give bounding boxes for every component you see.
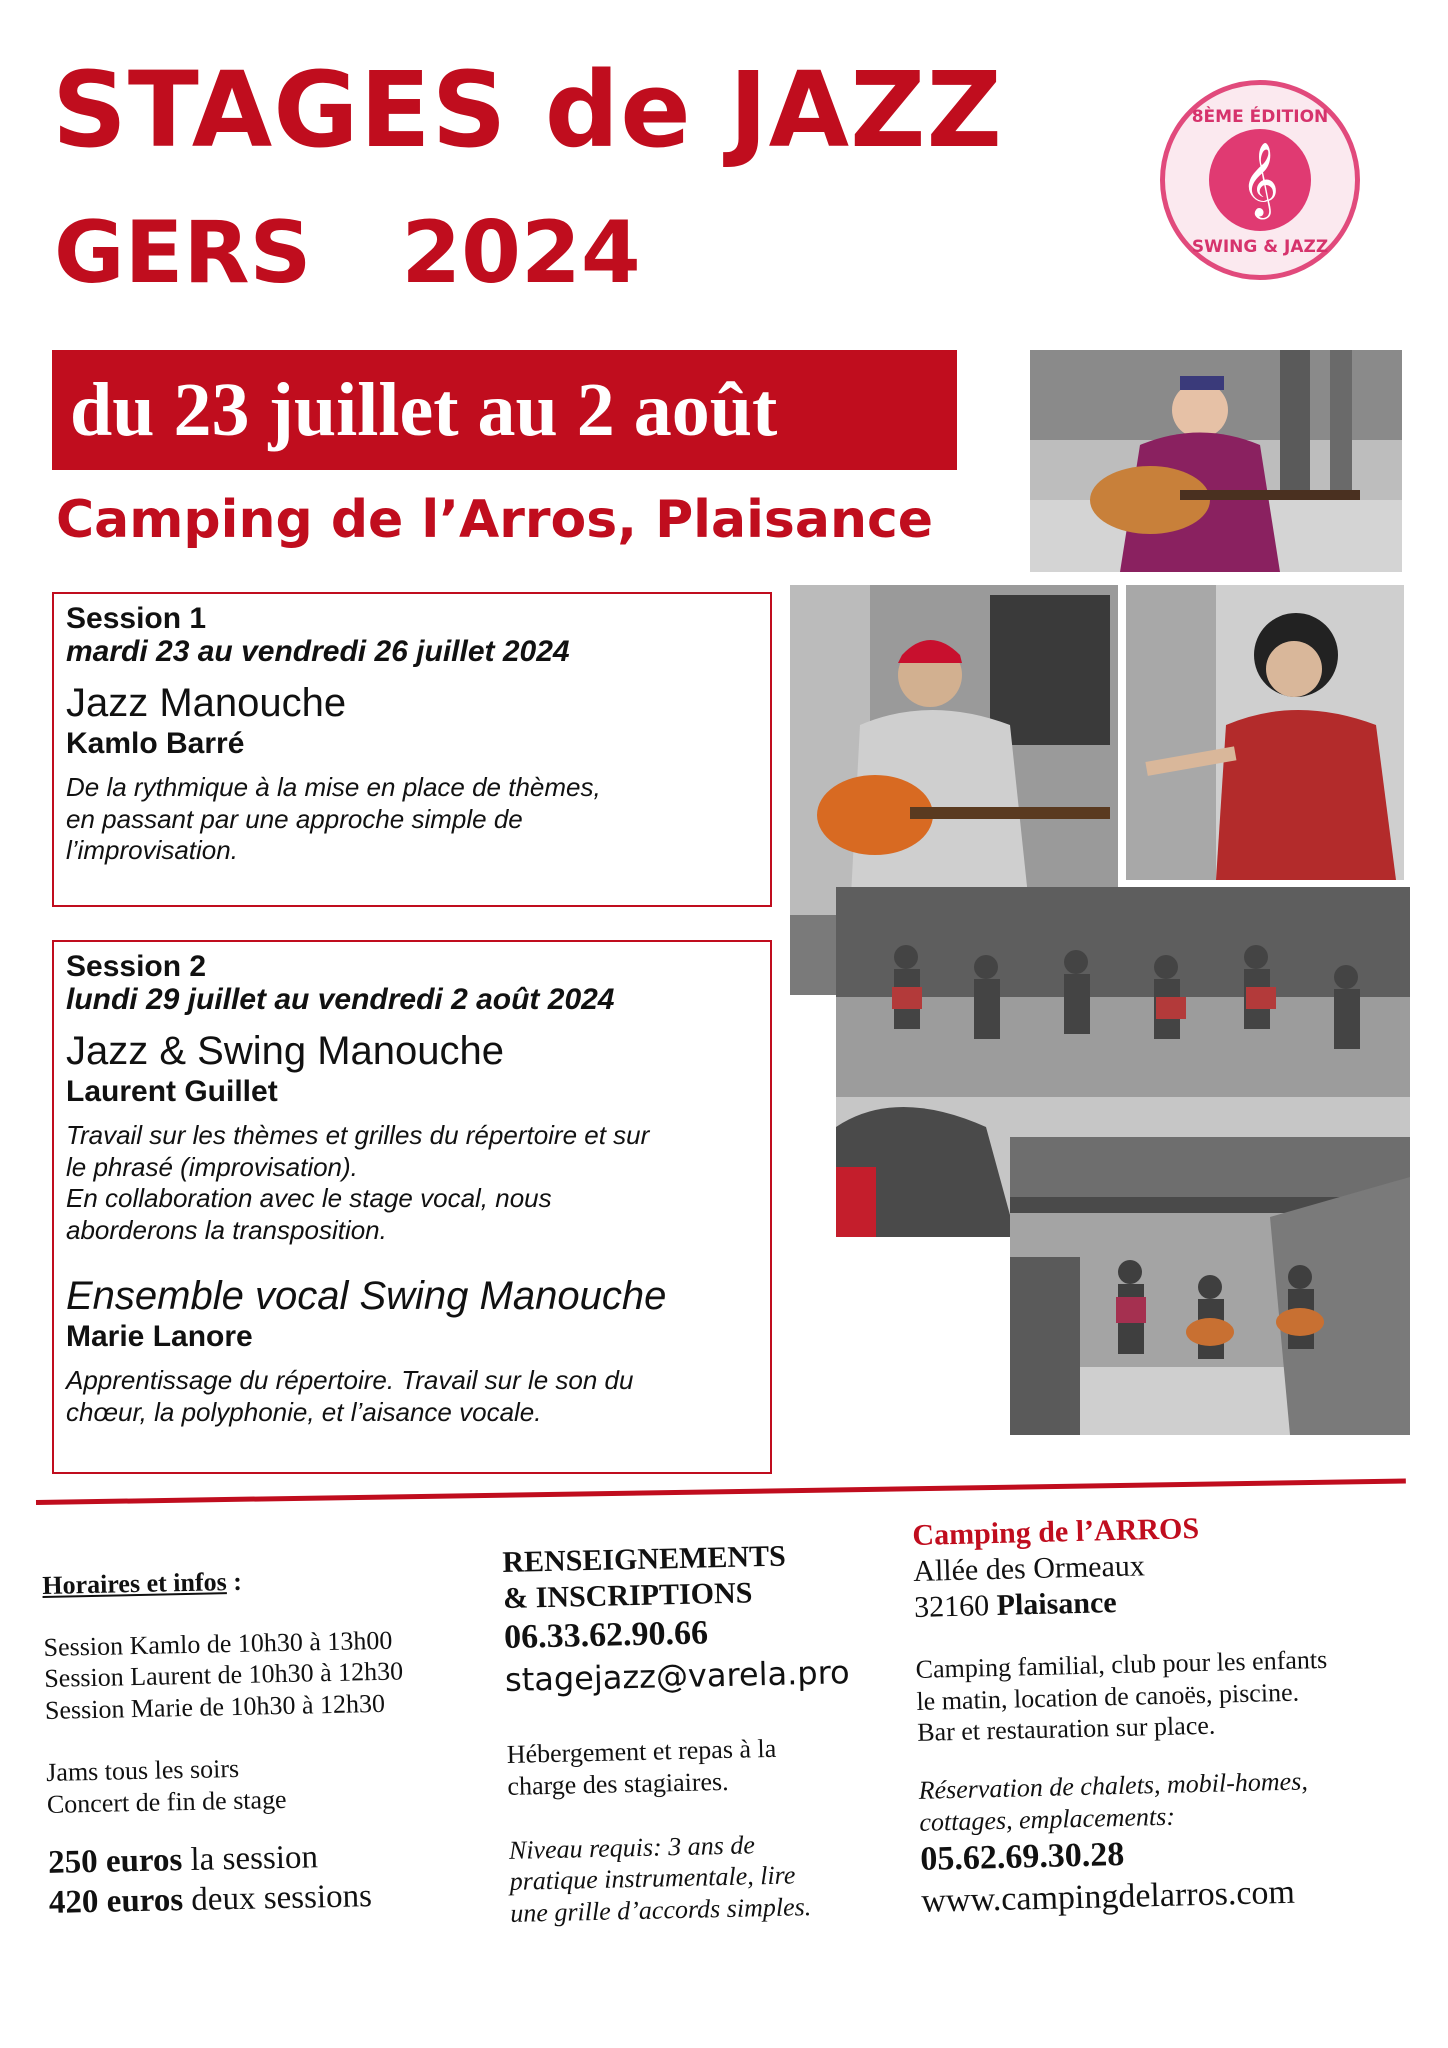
- session-1-course: Jazz Manouche: [66, 681, 347, 725]
- schedule-column: [42, 1562, 408, 1923]
- guitarist-photo-top: [1030, 350, 1402, 572]
- camping-reservation: Réservation de chalets, mobil-homes, cottages, emplacements:: [918, 1766, 1309, 1837]
- venue-heading: Camping de l’Arros, Plaisance: [56, 490, 934, 550]
- camping-name: Camping de l’ARROS: [912, 1511, 1200, 1552]
- edition-stamp-logo: [1160, 80, 1360, 280]
- level-requirement: Niveau requis: 3 ans de pratique instrumentale, lire une grille d’accords simples.: [508, 1829, 812, 1928]
- price-list: 250 euros la session 420 euros deux sessions: [47, 1839, 373, 1921]
- session-2-description-2: Apprentissage du répertoire. Travail sur le son du chœur, la polyphonie, et l’aisance vocale.: [66, 1364, 634, 1427]
- camping-phone[interactable]: 05.62.69.30.28: [919, 1835, 1125, 1878]
- session-2-description-1: Travail sur les thèmes et grilles du répertoire et sur le phrasé (improvisation). En collaboration avec le stage vocal, nous aborderons la transposition.: [66, 1120, 650, 1246]
- singer-photo: [1126, 585, 1404, 880]
- session-1-dates: mardi 23 au vendredi 26 juillet 2024: [66, 635, 570, 668]
- session-1-box: [52, 592, 772, 907]
- camping-street: Allée des Ormeaux: [912, 1549, 1146, 1588]
- schedule-heading: Horaires et infos :: [42, 1566, 243, 1600]
- contact-heading: RENSEIGNEMENTS & INSCRIPTIONS: [502, 1539, 787, 1615]
- outdoor-group-photo: [1010, 1137, 1410, 1435]
- camping-description: Camping familial, club pour les enfants le matin, location de canoës, piscine. Bar et restauration sur place.: [915, 1644, 1328, 1748]
- session-1-description: De la rythmique à la mise en place de thèmes, en passant par une approche simple de l’improvisation.: [66, 772, 601, 866]
- contact-email[interactable]: stagejazz@varela.pro: [504, 1652, 851, 1699]
- session-2-teacher-2: Marie Lanore: [66, 1319, 253, 1353]
- camping-city-line: 32160 Plaisance: [913, 1586, 1118, 1624]
- lodging-note: Hébergement et repas à la charge des stagiaires.: [506, 1733, 777, 1801]
- stamp-brand-text: SWING & JAZZ: [1191, 237, 1329, 257]
- contact-phone[interactable]: 06.33.62.90.66: [503, 1614, 709, 1656]
- schedule-list: Session Kamlo de 10h30 à 13h00 Session Laurent de 10h30 à 12h30 Session Marie de 10h30 à 12h30: [43, 1625, 404, 1726]
- session-2-dates: lundi 29 juillet au vendredi 2 août 2024: [66, 983, 615, 1016]
- poster-subtitle: GERS 2024: [54, 203, 641, 303]
- stamp-edition-text: 8ÈME ÉDITION: [1191, 107, 1329, 127]
- session-2-course-1: Jazz & Swing Manouche: [66, 1029, 505, 1073]
- session-1-teacher: Kamlo Barré: [66, 727, 245, 760]
- contact-column: [502, 1537, 855, 1929]
- session-2-course-2: Ensemble vocal Swing Manouche: [66, 1273, 667, 1318]
- date-range-banner: du 23 juillet au 2 août: [52, 350, 957, 470]
- session-2-heading: Session 2: [66, 950, 207, 983]
- treble-clef-icon: 𝄞: [1209, 129, 1311, 231]
- camping-website-link[interactable]: www.campingdelarros.com: [920, 1873, 1296, 1920]
- poster-title: STAGES de JAZZ: [52, 49, 1003, 171]
- session-1-heading: Session 1: [66, 602, 207, 635]
- session-2-teacher-1: Laurent Guillet: [66, 1075, 278, 1108]
- camping-column: [912, 1508, 1333, 1924]
- session-2-box: [52, 940, 772, 1474]
- extras-list: Jams tous les soirs Concert de fin de stage: [45, 1753, 287, 1819]
- section-divider: [36, 1478, 1406, 1505]
